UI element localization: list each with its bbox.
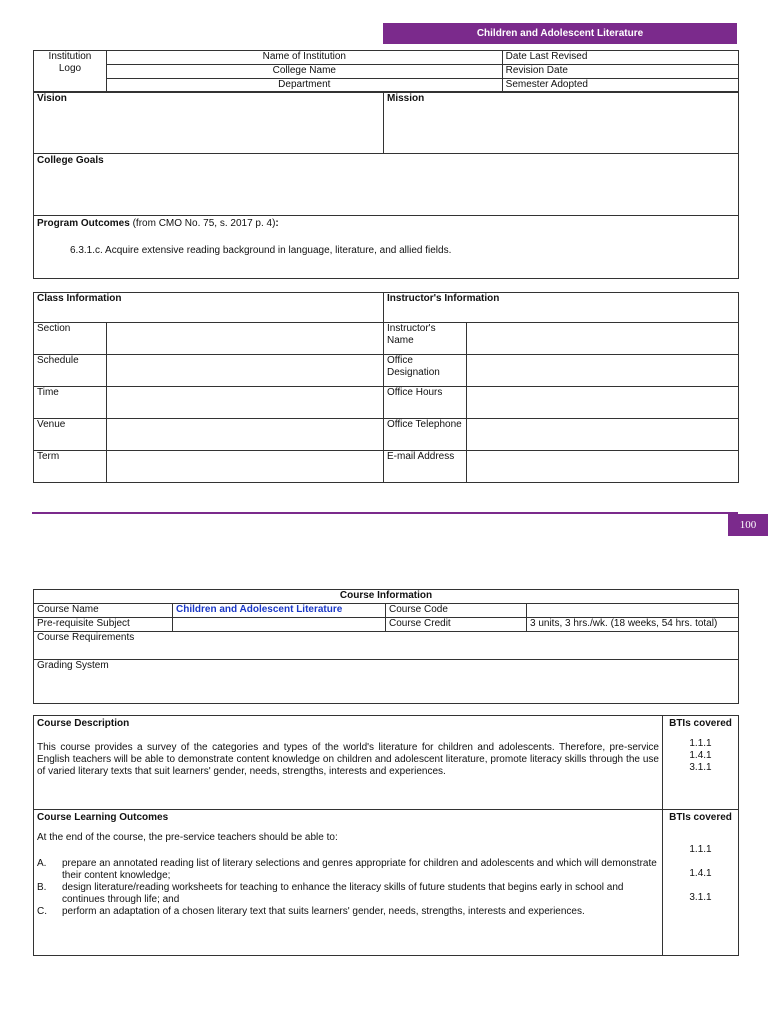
class-information-label: Class Information [34,293,384,323]
email-label: E-mail Address [384,451,467,483]
office-telephone-label: Office Telephone [384,419,467,451]
date-last-revised: Date Last Revised [502,51,738,65]
page-divider [32,512,738,514]
term-label: Term [34,451,107,483]
vision-label: Vision [37,93,67,104]
prerequisite-value [173,618,386,632]
course-code-value [527,604,739,618]
course-title-banner: Children and Adolescent Literature [383,23,737,44]
term-value [107,451,384,483]
page-number: 100 [728,514,768,536]
course-information-table [33,589,739,704]
learning-outcomes-btis [663,810,739,956]
institution-logo: Institution Logo [34,51,107,93]
mission-label: Mission [387,93,425,104]
institution-name: Name of Institution [106,51,502,65]
bti-code: 1.1.1 [689,844,712,855]
course-description-text: This course provides a survey of the categories and types of the world's literature for children and adolescents. Therefore, pre-service English teachers will be able to demonstrate content knowledge on children and adolescent literature, promote literacy skills through the use of varied literary texts that suit learners' gender, needs, strengths, interests and experiences. [37,742,659,777]
bti-code: 3.1.1 [689,762,712,773]
course-name-value: Children and Adolescent Literature [173,604,386,618]
instructor-information-label: Instructor's Information [384,293,739,323]
department: Department [106,79,502,93]
schedule-value [107,355,384,387]
revision-date: Revision Date [502,65,738,79]
venue-label: Venue [34,419,107,451]
learning-outcome-item: C. perform an adaptation of a chosen literary text that suits learners' gender, needs, strengths, interests and experiences. [37,906,585,917]
course-description-label: Course Description [37,718,130,729]
course-credit-value: 3 units, 3 hrs./wk. (18 weeks, 54 hrs. total) [527,618,739,632]
bti-code: 1.1.1 [689,738,712,749]
course-name-label: Course Name [34,604,173,618]
learning-outcome-item: B. design literature/reading worksheets for teaching to enhance the literacy skills of future students that begins early in school and continues through life; and [37,882,624,905]
learning-outcomes-label: Course Learning Outcomes [37,812,169,823]
program-outcome-item: 6.3.1.c. Acquire extensive reading background in language, literature, and allied fields. [70,245,452,256]
course-description-table [33,715,739,956]
office-hours-value [467,387,739,419]
semester-adopted: Semester Adopted [502,79,738,93]
bti-code: 1.4.1 [689,750,712,761]
header-table [33,50,739,93]
college-goals-label: College Goals [37,155,104,166]
course-requirements-label: Course Requirements [34,632,739,660]
office-designation-label: Office Designation [384,355,467,387]
time-label: Time [34,387,107,419]
course-credit-label: Course Credit [386,618,527,632]
instructor-name-value [467,323,739,355]
college-name: College Name [106,65,502,79]
venue-value [107,419,384,451]
course-information-title: Course Information [34,590,739,604]
office-hours-label: Office Hours [384,387,467,419]
course-description-cell [34,716,663,810]
time-value [107,387,384,419]
bti-code: 3.1.1 [689,892,712,903]
divider [33,215,739,216]
btis-covered-label: BTIs covered [669,812,732,823]
btis-covered-label: BTIs covered [669,718,732,729]
section-label: Section [34,323,107,355]
instructor-name-label: Instructor's Name [384,323,467,355]
section-value [107,323,384,355]
prerequisite-label: Pre-requisite Subject [34,618,173,632]
bti-code: 1.4.1 [689,868,712,879]
vision-mission-divider [383,91,384,153]
learning-outcomes-intro: At the end of the course, the pre-service teachers should be able to: [37,832,338,843]
learning-outcome-item: A. prepare an annotated reading list of literary selections and genres appropriate for children and adolescents and which will demonstrate their content knowledge; [37,858,657,881]
office-telephone-value [467,419,739,451]
course-code-label: Course Code [386,604,527,618]
email-value [467,451,739,483]
learning-outcomes-cell [34,810,663,956]
program-outcomes-heading: Program Outcomes (from CMO No. 75, s. 2017 p. 4): [37,218,279,229]
schedule-label: Schedule [34,355,107,387]
grading-system-label: Grading System [34,660,739,704]
office-designation-value [467,355,739,387]
class-instructor-table [33,292,739,483]
course-description-btis [663,716,739,810]
divider [33,153,739,154]
